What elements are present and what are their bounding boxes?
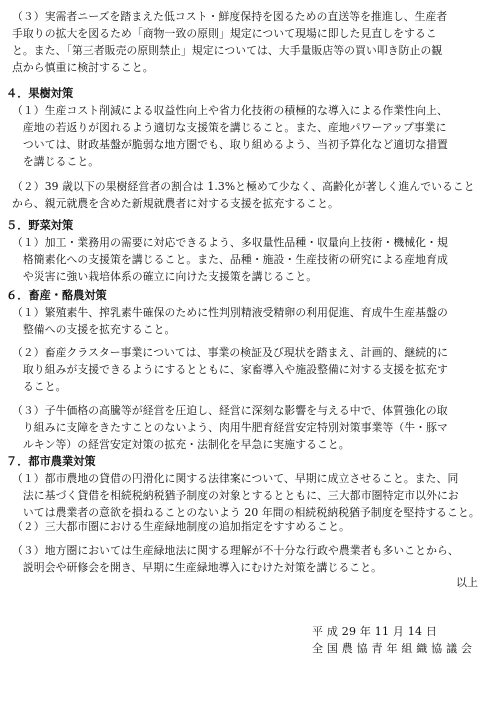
paragraph-livestock-2 [12,344,488,395]
text-line: （３）子牛価格の高騰等が経営を圧迫し、経営に深刻な影響を与える中で、体質強化の取 [12,404,448,417]
text-line: から、親元就農を含めた新規就農者に対する支援を拡充すること。 [12,197,339,210]
paragraph-urban-2 [12,518,488,535]
paragraph-urban-1 [12,470,488,521]
text-line: （３）地方圏においては生産緑地法に関する理解が不十分な行政や農業者も多いことから、 [12,544,459,557]
paragraph-distribution-3 [12,8,488,76]
text-line: 点から慎重に検討すること。 [12,61,154,74]
text-line: ルキン等）の経営安定対策の拡充・法制化を早急に実施すること。 [12,438,350,451]
section-heading-livestock: ６．畜産・酪農対策 [6,289,107,302]
text-line: 法に基づく貸借を相続税納税猶予制度の対象とするとともに、三大都市圏特定市以外にお [12,489,459,502]
text-line: （１）加工・業務用の需要に対応できるよう、多収量性品種・収量向上技術・機械化・規 [12,236,448,249]
paragraph-livestock-3 [12,402,488,453]
text-line: （３）実需者ニーズを踏まえた低コスト・鮮度保持を図るための直送等を推進し、生産者 [12,10,448,23]
document-date: 平 成 29 年 11 月 14 日 [312,625,438,638]
text-line: ついては、財政基盤が脆弱な地方圏でも、取り組めるよう、当初予算化など適切な措置 [12,138,448,151]
paragraph-urban-3 [12,542,488,576]
text-line: り組みに支障をきたすことのないよう、肉用牛肥育経営安定特別対策事業等（牛・豚マ [12,421,448,434]
text-line: と。また、「第三者販売の原則禁止」規定については、大手量販店等の買い叩き防止の観 [12,44,443,57]
section-heading-fruit: ４．果樹対策 [6,87,74,100]
text-line: 整備への支援を拡充すること。 [12,323,176,336]
text-line: （１）繁殖素牛、搾乳素牛確保のために性判別精液受精卵の利用促進、育成牛生産基盤の [12,306,448,319]
text-line: 格簡素化への支援策を講じること。また、品種・施設・生産技術の研究による産地育成 [12,253,448,266]
text-line: 産地の若返りが図れるよう適切な支援策を講じること。また、産地パワーアップ事業に [12,121,447,134]
organization-name: 全 国 農 協 青 年 組 織 協 議 会 [312,642,473,655]
text-line: （２）三大都市圏における生産緑地制度の追加指定をすすめること。 [12,520,350,533]
section-heading-vegetables: ５．野菜対策 [6,219,74,232]
closing-mark: 以上 [456,576,478,589]
section-heading-urban-agriculture: ７．都市農業対策 [6,455,96,468]
text-line: （１）生産コスト削減による収益性向上や省力化技術の積極的な導入による作業性向上、 [12,104,448,117]
text-line: （２）畜産クラスター事業については、事業の検証及び現状を踏まえ、計画的、継続的に [12,346,448,359]
paragraph-fruit-2 [12,178,488,212]
text-line: （１）都市農地の貸借の円滑化に関する法律案について、早期に成立させること。また、同 [12,472,459,485]
text-line: ること。 [12,380,67,393]
text-line: （２）39 歳以下の果樹経営者の割合は 1.3%と極めて少なく、高齢化が著しく進んでいること [12,180,475,193]
paragraph-vegetables-1 [12,234,488,285]
text-line: を講じること。 [12,155,100,168]
text-line: 取り組みが支援できるようにするとともに、家畜導入や施設整備に対する支援を拡充す [12,363,448,376]
paragraph-livestock-1 [12,304,488,338]
text-line: や災害に強い栽培体系の確立に向けた支援策を講じること。 [12,270,318,283]
text-line: 手取りの拡大を図るため「商物一致の原則」規定について現場に即した見直しをするこ [12,27,437,40]
text-line: 説明会や研修会を開き、早期に生産緑地導入にむけた対策を講じること。 [12,561,383,574]
text-line: いては農業者の意欲を損ねることのないよう 20 年間の相続税納税猶予制度を堅持すること。 [12,506,480,519]
paragraph-fruit-1 [12,102,488,170]
